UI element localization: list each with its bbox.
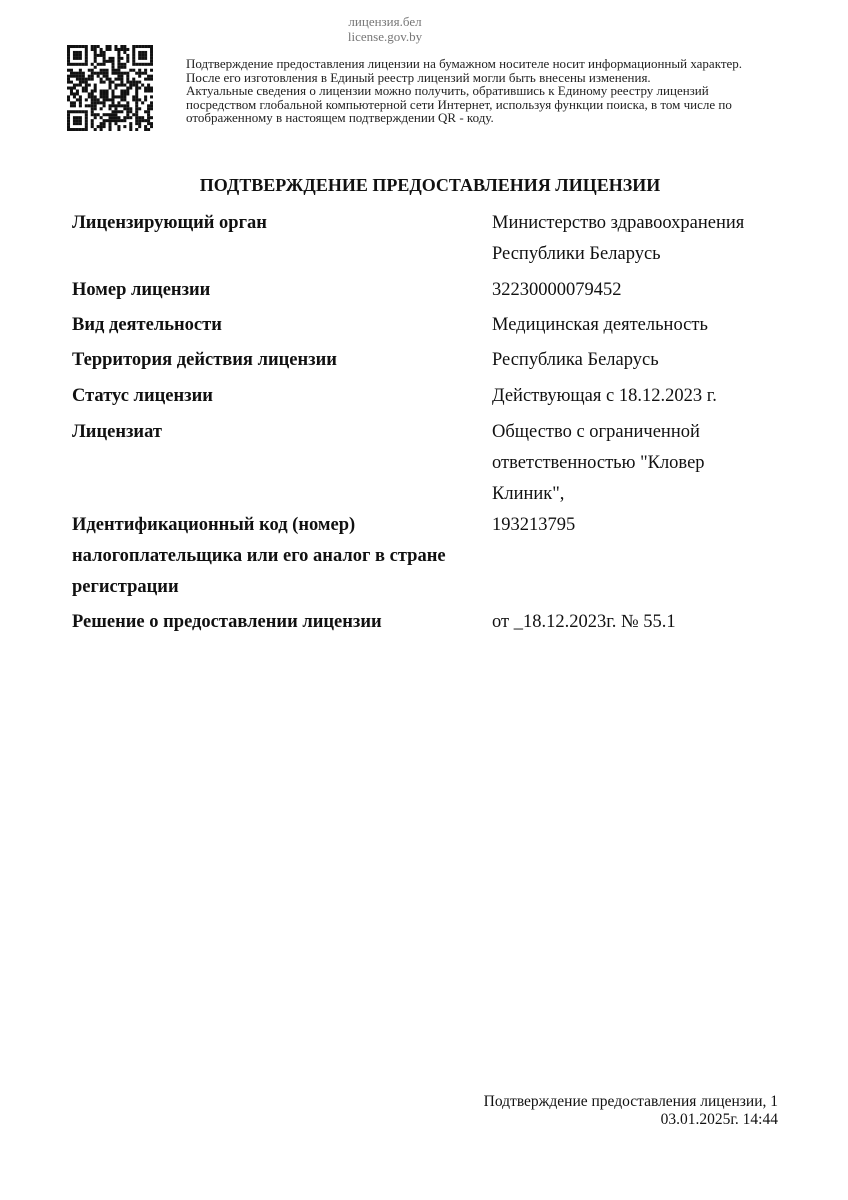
field-label: Территория действия лицензии [72, 350, 337, 370]
field-value: Действующая с 18.12.2023 г. [492, 386, 717, 406]
notice-line: Подтверждение предоставления лицензии на бумажном носителе носит информационный характер. [186, 56, 743, 71]
notice-line: Актуальные сведения о лицензии можно получить, обратившись к Единому реестру лицензий [186, 83, 709, 99]
notice-text [186, 57, 742, 125]
field-value: Министерство здравоохранения Республики Беларусь [492, 213, 745, 264]
footer-timestamp: 03.01.2025г. 14:44 [660, 1111, 778, 1128]
site-address [330, 14, 440, 44]
notice-line: посредством глобальной компьютерной сети Интернет, используя функции поиска, в том числе по [186, 96, 732, 112]
field-value: 32230000079452 [492, 280, 622, 300]
field-value: Общество с ограниченной ответственностью "Кловер Клиник", [492, 422, 705, 504]
site-cyrillic: лицензия.бел [348, 14, 422, 29]
field-label: Номер лицензии [72, 280, 211, 300]
notice-line: отображенному в настоящем подтверждении QR - коду. [186, 110, 494, 126]
field-label: Решение о предоставлении лицензии [72, 612, 382, 632]
field-label: Лицензирующий орган [72, 213, 267, 233]
field-value: 193213795 [492, 515, 576, 535]
field-label: Статус лицензии [72, 386, 213, 406]
field-value: Республика Беларусь [492, 350, 659, 370]
qr-code-icon [67, 45, 153, 131]
notice-line: После его изготовления в Единый реестр лицензий могли быть внесены изменения. [186, 69, 651, 85]
document-title: ПОДТВЕРЖДЕНИЕ ПРЕДОСТАВЛЕНИЯ ЛИЦЕНЗИИ [199, 175, 661, 195]
page-footer [484, 1093, 778, 1129]
field-label: Лицензиат [72, 422, 162, 442]
field-label: Идентификационный код (номер) налогоплательщика или его аналог в стране регистрации [72, 515, 446, 597]
site-latin: license.gov.by [347, 29, 423, 44]
field-label: Вид деятельности [72, 315, 222, 335]
footer-page-label: Подтверждение предоставления лицензии, 1 [483, 1093, 778, 1110]
field-value: Медицинская деятельность [492, 315, 708, 335]
field-value: от _18.12.2023г. № 55.1 [492, 612, 676, 632]
